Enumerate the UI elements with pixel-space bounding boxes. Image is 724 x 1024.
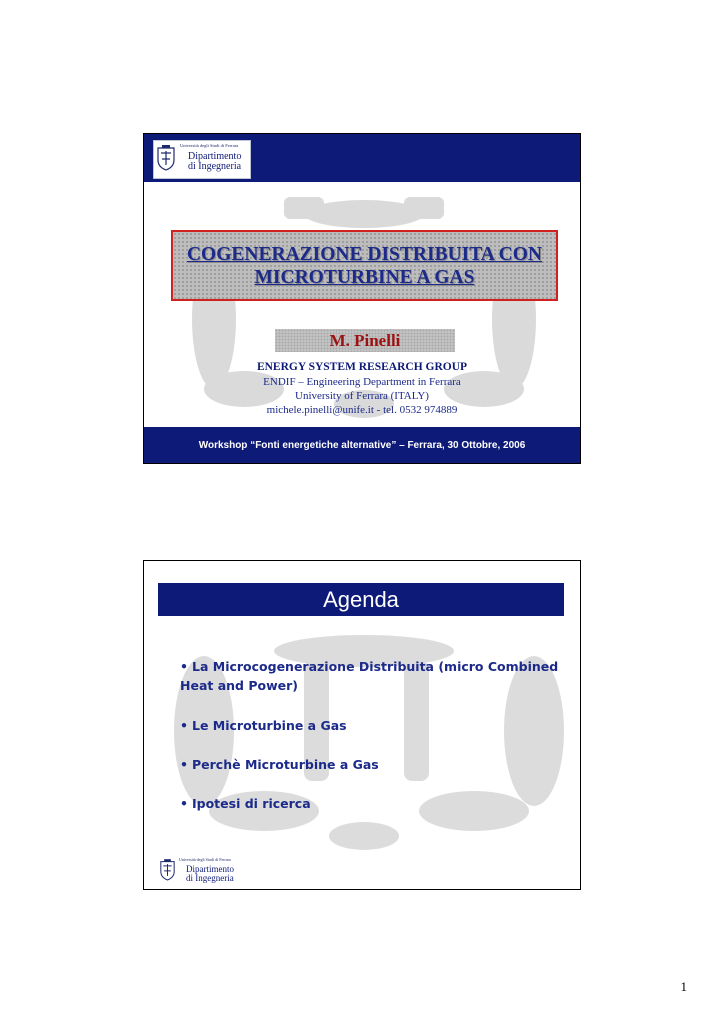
logo-department-text [186,865,234,883]
slide-footer-bar [144,427,580,463]
logo-department-text [188,152,241,172]
bullet-icon: • [180,718,188,733]
agenda-item [180,794,560,813]
affiliation-line: ENDIF – Engineering Department in Ferrara [263,376,461,388]
agenda-item-text: La Microcogenerazione Distribuita (micro Combined Heat and Power) [180,659,559,693]
agenda-slide [143,560,581,890]
presentation-title-box [171,230,558,301]
workshop-footer-text: Workshop “Fonti energetiche alternative” – Ferrara, 30 Ottobre, 2006 [198,439,526,451]
title-slide [143,133,581,464]
bullet-icon: • [180,659,188,674]
slide-header-bar [144,134,580,182]
agenda-item [180,755,560,774]
department-logo-small [160,857,250,885]
logo-department-line1: Dipartimento [186,864,234,874]
author-name: M. Pinelli [329,330,401,350]
agenda-item [180,657,560,695]
university-shield-icon [160,859,175,881]
agenda-item-text: Perchè Microturbine a Gas [192,757,379,772]
presentation-title: COGENERAZIONE DISTRIBUITA CON MICROTURBINE A GAS [186,243,543,288]
research-group-name: ENERGY SYSTEM RESEARCH GROUP [256,361,468,373]
agenda-item [180,716,560,735]
department-logo [153,140,251,179]
bullet-icon: • [180,757,188,772]
contact-line: michele.pinelli@unife.it - tel. 0532 974889 [266,404,458,416]
author-box [275,329,455,352]
agenda-title-bar [158,583,564,616]
logo-department-line2: di Ingegneria [188,161,242,172]
agenda-item-text: Le Microturbine a Gas [192,718,347,733]
bullet-icon: • [180,796,188,811]
university-shield-icon [157,145,175,171]
logo-department-line2: di Ingegneria [186,873,234,883]
logo-department-line1: Dipartimento [188,151,242,162]
university-crest-watermark [184,189,544,424]
agenda-title: Agenda [323,586,399,612]
university-line: University of Ferrara (ITALY) [295,390,429,402]
page-number: 1 [680,979,687,994]
logo-university-text: Università degli Studi di Ferrara [179,857,231,862]
logo-university-text: Università degli Studi di Ferrara [180,143,239,148]
agenda-item-text: Ipotesi di ricerca [192,796,311,811]
